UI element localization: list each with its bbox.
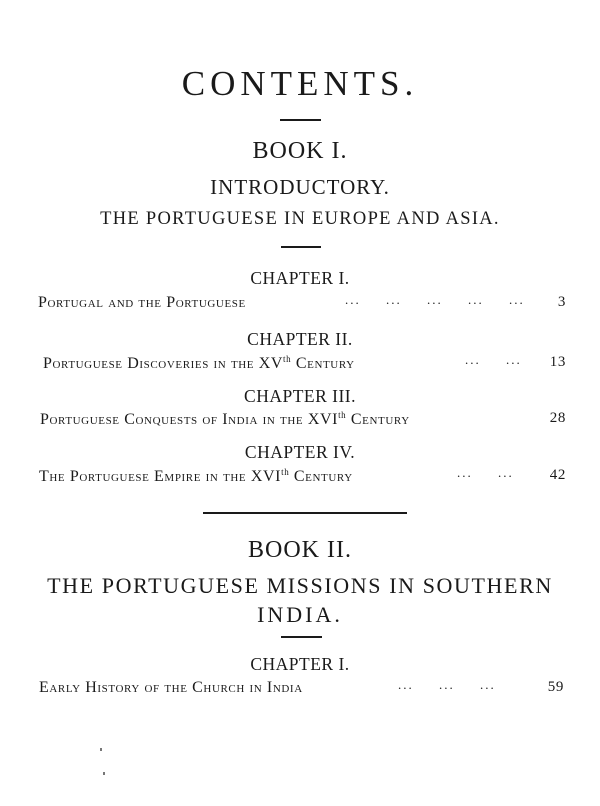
entry-page-number: 28 [549,410,566,426]
entry-page-number: 59 [547,679,564,695]
book-1-chapter-3-label: CHAPTER III. [244,386,356,406]
book-1-chapter-2-label: CHAPTER II. [247,329,353,349]
toc-entry[interactable] [40,410,566,432]
entry-page-number: 3 [557,294,566,310]
toc-entry[interactable] [38,294,566,316]
book-2-chapter-1-label: CHAPTER I. [250,654,350,674]
toc-entry[interactable] [39,679,564,701]
page-title: CONTENTS. [181,64,419,103]
book-2-rule [281,636,322,638]
entry-page-number: 13 [549,354,566,370]
book-1-heading: BOOK I. [252,138,348,164]
entry-leader-dots: ... ... ... ... ... [345,292,525,307]
title-rule [280,119,321,121]
entry-title: Early History of the Church in India [39,679,303,696]
book-1-chapter-4-label: CHAPTER IV. [244,442,356,462]
book-2-heading: BOOK II. [248,537,352,563]
book-2-part-title-line-1: THE PORTUGUESE MISSIONS IN SOUTHERN [47,573,553,598]
toc-entry[interactable] [39,467,566,489]
book-1-chapter-1-label: CHAPTER I. [250,268,350,288]
toc-entry[interactable] [43,354,566,376]
entry-title: The Portuguese Empire in the XVIth Century [39,467,353,485]
scan-speck [103,772,105,775]
entry-leader-dots: ... ... [457,465,514,480]
book-1-rule [281,246,321,248]
entry-title: Portuguese Discoveries in the XVth Century [43,354,355,372]
entry-page-number: 42 [549,467,566,483]
entry-leader-dots: ... ... ... [398,677,496,692]
entry-leader-dots: ... ... [465,352,522,367]
book-1-part-title: THE PORTUGUESE IN EUROPE AND ASIA. [100,209,500,229]
book-separator-rule [203,512,407,514]
book-2-part-title-line-2: INDIA. [257,602,343,627]
book-1-subtitle: INTRODUCTORY. [210,175,390,199]
scan-speck [100,748,102,751]
entry-title: Portuguese Conquests of India in the XVIth Century [40,410,410,428]
entry-title: Portugal and the Portuguese [38,294,246,311]
